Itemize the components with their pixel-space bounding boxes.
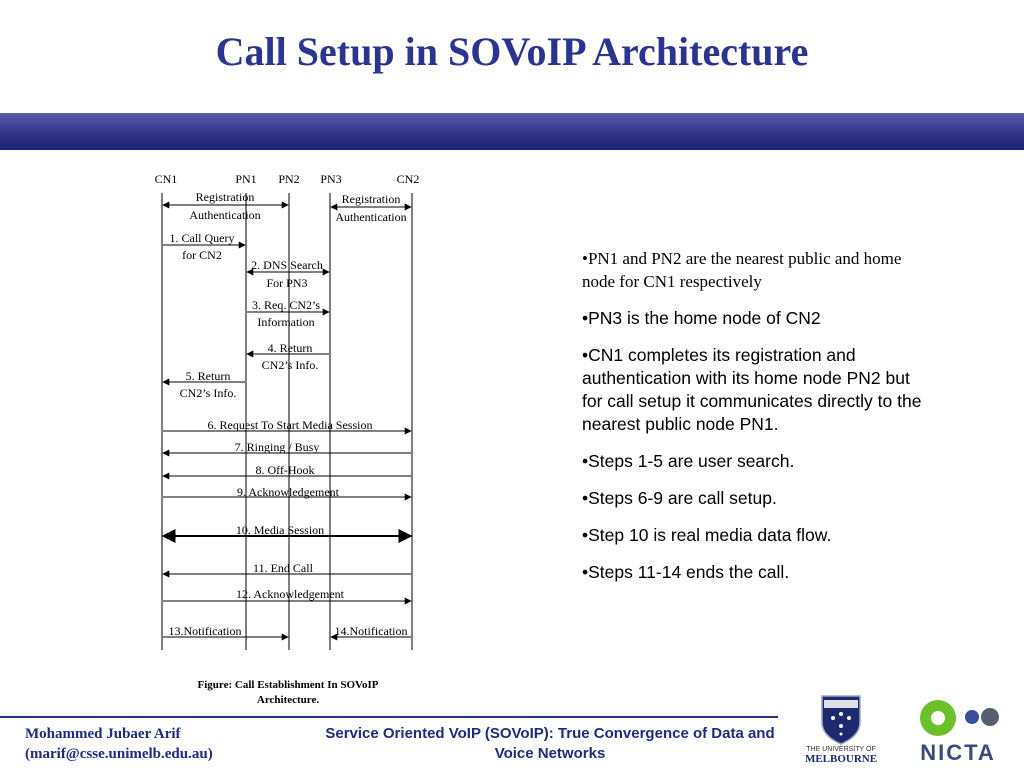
slide-title: Call Setup in SOVoIP Architecture — [215, 29, 809, 74]
footer-divider — [0, 716, 778, 718]
message-label: 11. End Call — [253, 561, 313, 575]
message-label: CN2’s Info. — [261, 358, 319, 372]
bullet-item: •CN1 completes its registration and authentication with its home node PN2 but for call setup it communicates directly to the nearest public node PN1. — [582, 345, 922, 434]
message-label: 9. Acknowledgement — [237, 485, 339, 499]
caption-line: Figure: Call Establishment In SOVoIP — [197, 679, 379, 691]
nicta-logo — [906, 690, 1010, 766]
crest-star — [840, 733, 843, 736]
entity-label-cn2: CN2 — [396, 172, 420, 186]
message-label: 7. Ringing / Busy — [234, 440, 320, 454]
caption-line: Architecture. — [256, 694, 320, 706]
bullet-item: •Step 10 is real media data flow. — [582, 525, 832, 545]
message-label: Information — [257, 315, 315, 329]
message-label: for CN2 — [182, 248, 222, 262]
entity-label-pn1: PN1 — [235, 172, 257, 186]
message-label: Registration — [341, 192, 401, 206]
message-label: Authentication — [189, 208, 261, 222]
university-of-melbourne-logo — [796, 692, 886, 764]
message-label: 1. Call Query — [169, 231, 235, 245]
title-banner-bar — [0, 113, 1024, 150]
bullet-item: •Steps 6-9 are call setup. — [582, 488, 777, 508]
crest-star — [831, 716, 835, 720]
nicta-dot-hole — [931, 711, 945, 725]
author-name: Mohammed Jubaer Arif — [25, 726, 181, 742]
bullet-item: •PN1 and PN2 are the nearest public and home node for CN1 respectively — [582, 249, 902, 291]
message-label: 10. Media Session — [235, 523, 325, 537]
unimelb-line1: THE UNIVERSITY OF — [806, 746, 876, 753]
message-label: 5. Return — [185, 369, 231, 383]
bullet-item: •Steps 11-14 ends the call. — [582, 562, 790, 582]
message-label: 14.Notification — [334, 624, 408, 638]
footer-presentation-title: Service Oriented VoIP (SOVoIP): True Convergence of Data and Voice Networks — [325, 725, 775, 762]
message-label: For PN3 — [266, 276, 308, 290]
crest-band — [824, 700, 858, 708]
message-label: 3. Req. CN2’s — [251, 298, 321, 312]
crest-star — [847, 716, 851, 720]
nicta-grey-dot-icon — [981, 708, 999, 726]
nicta-wordmark: NICTA — [920, 740, 996, 765]
message-label: 12. Acknowledgement — [236, 587, 344, 601]
entity-label-pn2: PN2 — [278, 172, 300, 186]
footer-author — [25, 724, 213, 764]
message-label: 2. DNS Search — [251, 258, 323, 272]
bullet-list — [582, 247, 927, 598]
nicta-blue-dot-icon — [965, 710, 979, 724]
message-label: 13.Notification — [168, 624, 242, 638]
figure-caption — [168, 678, 408, 708]
message-label: 4. Return — [267, 341, 313, 355]
unimelb-line2: MELBOURNE — [804, 753, 878, 764]
entity-label-cn1: CN1 — [154, 172, 178, 186]
author-email: (marif@csse.unimelb.edu.au) — [25, 746, 213, 762]
message-label: Registration — [195, 190, 255, 204]
crest-star — [839, 724, 843, 728]
message-label: 8. Off-Hook — [255, 463, 315, 477]
message-label: Authentication — [335, 210, 407, 224]
bullet-item: •Steps 1-5 are user search. — [582, 451, 795, 471]
message-label: CN2’s Info. — [179, 386, 237, 400]
sequence-diagram — [0, 160, 560, 680]
entity-label-pn3: PN3 — [320, 172, 342, 186]
bullet-item: •PN3 is the home node of CN2 — [582, 308, 821, 328]
crest-star — [839, 712, 843, 716]
message-label: 6. Request To Start Media Session — [207, 418, 373, 432]
